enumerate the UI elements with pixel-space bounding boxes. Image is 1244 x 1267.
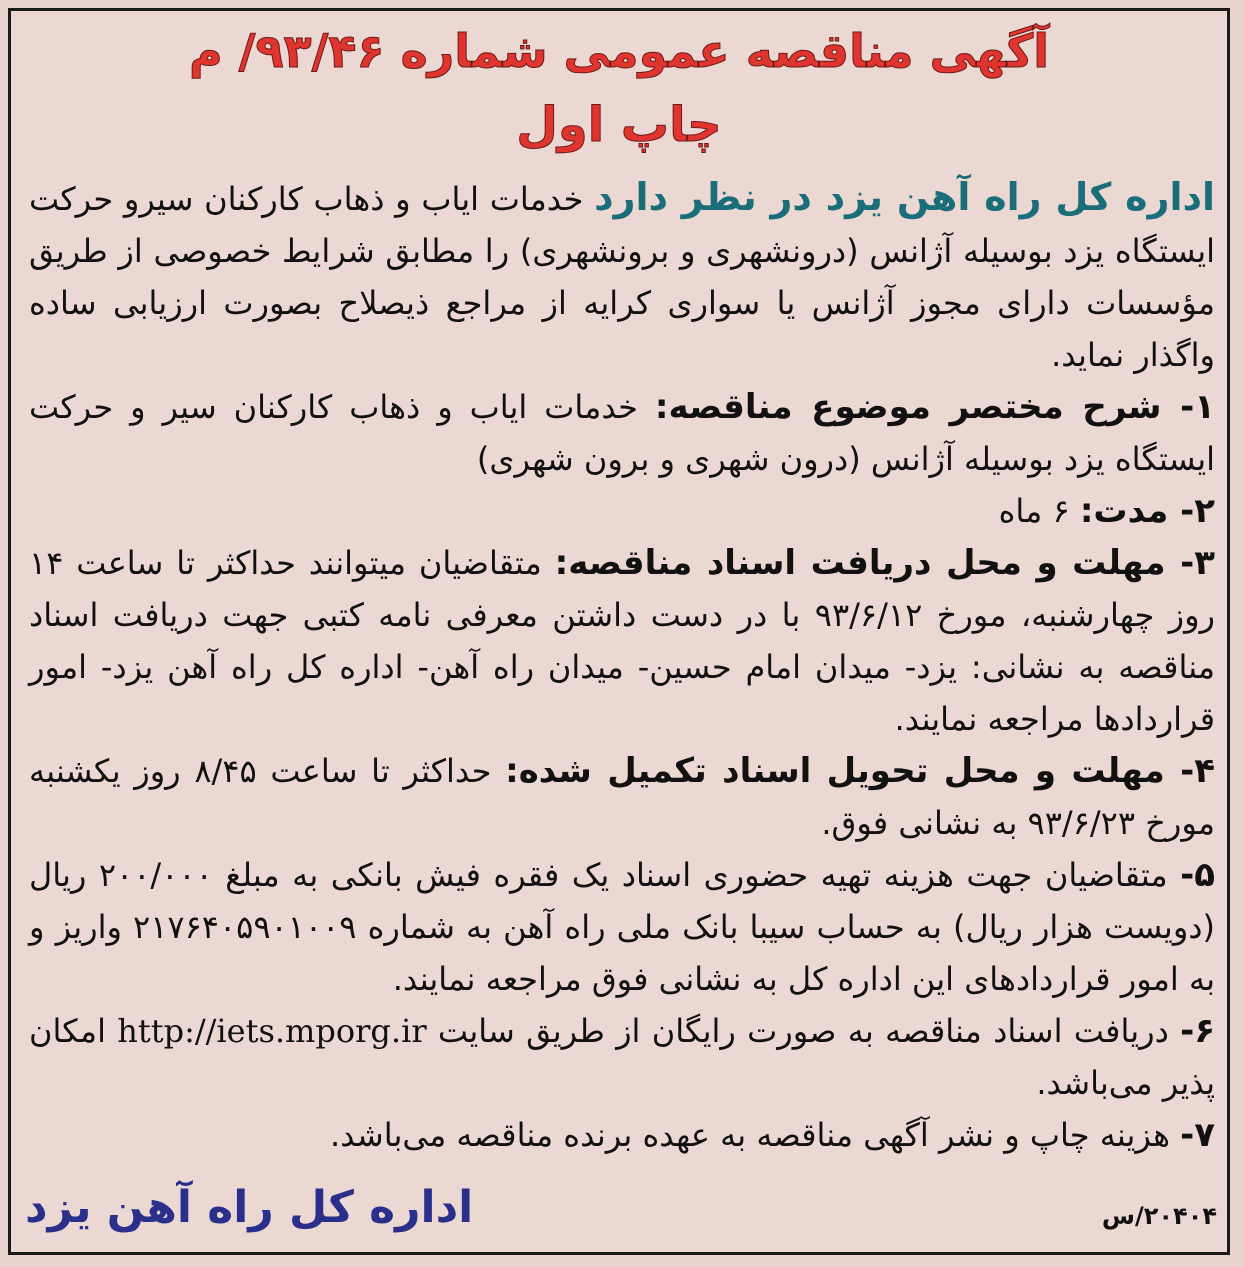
notice-body: [29, 171, 1215, 1161]
item-7: [29, 1109, 1215, 1161]
item-6: [29, 1005, 1215, 1109]
item-text: دریافت اسناد مناقصه به صورت رایگان از طریق سایت: [426, 1012, 1181, 1050]
item-3: [29, 537, 1215, 745]
notice-title: آگهی مناقصه عمومی شماره ۹۳/۴۶/ م: [188, 24, 1050, 78]
item-text: هزینه چاپ و نشر آگهی مناقصه به عهده برنده مناقصه می‌باشد.: [329, 1116, 1181, 1154]
item-label: ۶-: [1180, 1011, 1216, 1051]
item-label: ۳- مهلت و محل دریافت اسناد مناقصه:: [554, 543, 1215, 583]
item-label: ۵-: [1180, 855, 1216, 895]
item-text: متقاضیان میتوانند حداکثر تا ساعت ۱۴ روز چهارشنبه، مورخ ۹۳/۶/۱۲ با در دست داشتن معرفی نامه کتبی جهت دریافت اسناد مناقصه به نشانی: یزد- میدان امام حسین- میدان راه آهن- اداره کل راه آهن یزد- امور قراردادها مراجعه نمایند.: [29, 544, 1216, 738]
item-label: ۴- مهلت و محل تحویل اسناد تکمیل شده:: [505, 751, 1216, 791]
item-text: ۶ ماه: [998, 492, 1080, 530]
item-2: [29, 485, 1215, 537]
intro-lead: اداره کل راه آهن یزد در نظر دارد: [594, 175, 1216, 219]
notice-subtitle: چاپ اول: [516, 97, 722, 153]
signature: اداره کل راه آهن یزد: [25, 1182, 474, 1233]
item-4: [29, 745, 1215, 849]
intro-paragraph: [29, 171, 1215, 381]
item-5: [29, 849, 1215, 1005]
intro-text: خدمات ایاب و ذهاب کارکنان سیرو حرکت ایستگاه یزد بوسیله آژانس (درونشهری و برونشهری) را مطابق شرایط خصوصی از طریق مؤسسات دارای مجوز آژانس یا سواری کرایه از مراجع ذیصلاح بصورت ارزیابی ساده واگذار نماید.: [29, 180, 1215, 374]
tender-notice: [8, 8, 1230, 1255]
item-label: ۲- مدت:: [1079, 491, 1215, 531]
item-text: خدمات ایاب و ذهاب کارکنان سیر و حرکت ایستگاه یزد بوسیله آژانس (درون شهری و برون شهری): [29, 388, 1215, 478]
item-label: ۱- شرح مختصر موضوع مناقصه:: [654, 387, 1216, 427]
item-text: حداکثر تا ساعت ۸/۴۵ روز یکشنبه مورخ ۹۳/۶/۲۳ به نشانی فوق.: [29, 752, 1215, 842]
item-text: متقاضیان جهت هزینه تهیه حضوری اسناد یک فقره فیش بانکی به مبلغ ۲۰۰/۰۰۰ ریال (دویست هزار ریال) به حساب سیبا بانک ملی راه آهن به شماره ۲۱۷۶۴۰۵۹۰۱۰۰۹ واریز و به امور قراردادهای این اداره کل به نشانی فوق مراجعه نمایند.: [29, 856, 1215, 998]
item-1: [29, 381, 1215, 485]
tender-site-url: http://iets.mporg.ir: [117, 1012, 427, 1050]
notice-code: ۲۰۴۰۴/س: [1101, 1202, 1217, 1230]
item-text-after: امکان پذیر می‌باشد.: [29, 1012, 1215, 1102]
item-label: ۷-: [1180, 1115, 1215, 1155]
